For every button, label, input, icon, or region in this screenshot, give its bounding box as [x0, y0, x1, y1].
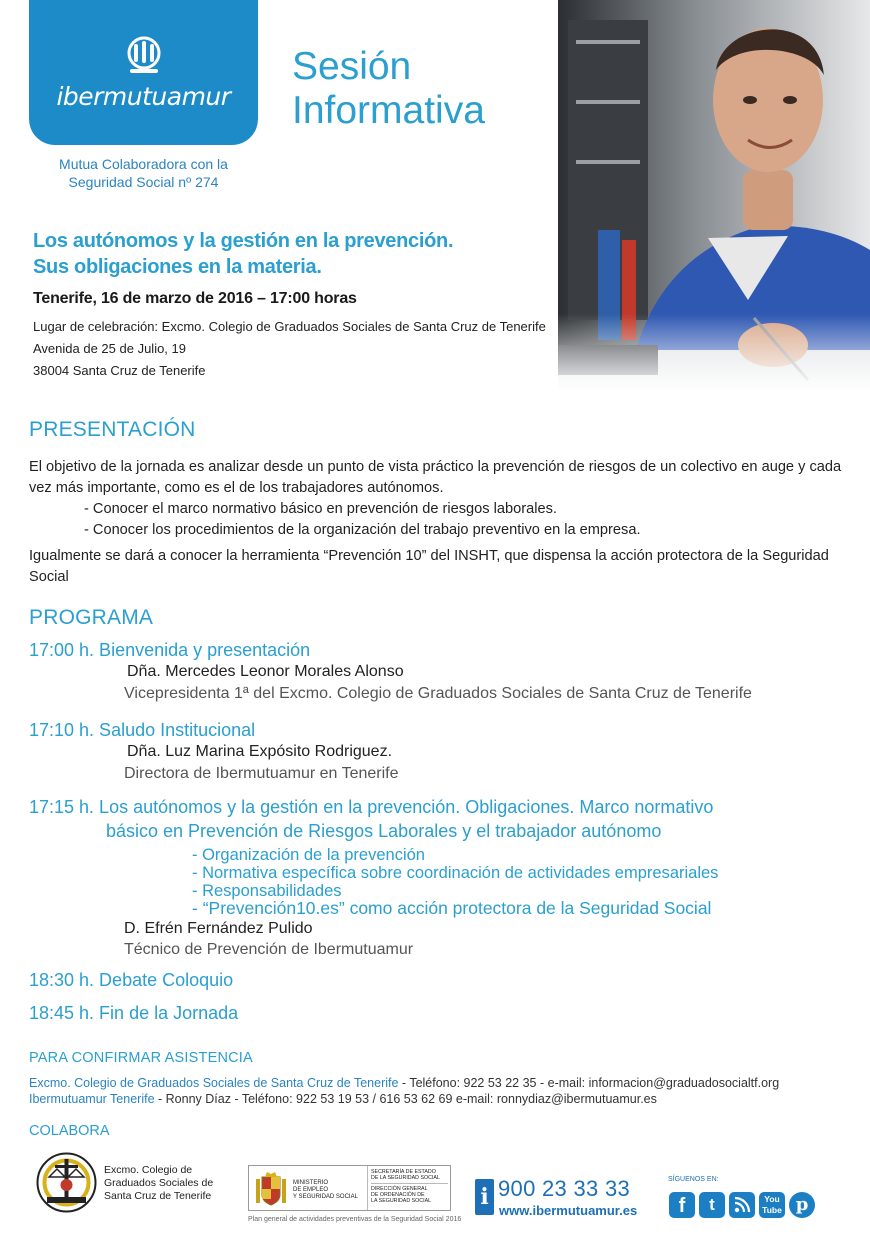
presentacion-closing: Igualmente se dará a conocer la herramienta “Prevención 10” del INSHT, que dispensa la acción protectora de la Seguridad Social [29, 548, 829, 585]
session-speaker-role: Técnico de Prevención de Ibermutuamur [124, 941, 414, 958]
session-topic: - Organización de la prevención [192, 846, 425, 864]
session-title-continued: básico en Prevención de Riesgos Laborales y el trabajador autónomo [106, 821, 662, 841]
session-topic: - Responsabilidades [192, 882, 342, 900]
info-icon: i [475, 1179, 494, 1215]
session-speaker: D. Efrén Fernández Pulido [124, 920, 313, 937]
presentacion-intro: El objetivo de la jornada es analizar desde un punto de vista práctico la prevención de riesgos de un colectivo en auge y cada vez más importante, como es el de los trabajadores autónomos. [29, 459, 842, 496]
session-title: 17:10 h. Saludo Institucional [29, 720, 256, 740]
presentacion-bullet: - Conocer los procedimientos de la organización del trabajo preventivo en la empresa. [84, 522, 641, 538]
presentacion-bullet: - Conocer el marco normativo básico en prevención de riesgos laborales. [84, 501, 557, 517]
secretaria-name: SECRETARÍA DE ESTADO DE LA SEGURIDAD SOCIAL DIRECCIÓN GENERAL DE ORDENACIÓN DE LA SEGURIDAD SOCIAL [367, 1166, 451, 1210]
page-title: Sesión Informativa [292, 45, 485, 132]
hero-photo [558, 0, 870, 392]
youtube-icon[interactable]: You Tube [759, 1192, 785, 1218]
event-subject: Los autónomos y la gestión en la prevención. Sus obligaciones en la materia. [33, 230, 454, 278]
session-speaker: Dña. Mercedes Leonor Morales Alonso [127, 663, 404, 680]
session-title: 17:00 h. Bienvenida y presentación [29, 640, 311, 660]
contact-org: Excmo. Colegio de Graduados Sociales de Santa Cruz de Tenerife [29, 1076, 399, 1090]
session-title: 17:15 h. Los autónomos y la gestión en la prevención. Obligaciones. Marco normativo [29, 797, 714, 817]
follow-label: SÍGUENOS EN: [668, 1176, 719, 1183]
spain-coat-of-arms-icon [254, 1171, 288, 1207]
brand-name: ibermutuamur [56, 82, 231, 111]
presentacion-heading: PRESENTACIÓN [29, 418, 196, 441]
twitter-icon[interactable]: t [699, 1192, 725, 1218]
session-speaker-role: Vicepresidenta 1ª del Excmo. Colegio de Graduados Sociales de Santa Cruz de Tenerife [124, 685, 752, 702]
phone-number[interactable]: 900 23 33 33 [498, 1176, 631, 1201]
mutua-caption: Mutua Colaboradora con la Seguridad Social nº 274 [59, 156, 228, 190]
session-title: 18:45 h. Fin de la Jornada [29, 1003, 239, 1023]
contact-line [29, 1076, 779, 1090]
event-date: Tenerife, 16 de marzo de 2016 – 17:00 horas [33, 290, 357, 307]
contact-org: Ibermutuamur Tenerife [29, 1092, 155, 1106]
rss-icon[interactable] [729, 1192, 755, 1218]
ministerio-name: MINISTERIO DE EMPLEO Y SEGURIDAD SOCIAL [293, 1180, 358, 1200]
programa-heading: PROGRAMA [29, 606, 154, 629]
session-speaker-role: Directora de Ibermutuamur en Tenerife [124, 765, 399, 782]
contact-line [29, 1092, 657, 1106]
colegio-name: Excmo. Colegio de Graduados Sociales de Santa Cruz de Tenerife [104, 1164, 214, 1202]
session-topic: - Normativa específica sobre coordinación de actividades empresariales [192, 864, 719, 882]
event-venue: Lugar de celebración: Excmo. Colegio de Graduados Sociales de Santa Cruz de Tenerife Avenida de 25 de Julio, 19 38004 Santa Cruz de Tenerife [33, 319, 546, 378]
ministerio-logo [248, 1165, 451, 1211]
contact-details: - Ronny Díaz - Teléfono: 922 53 19 53 / 616 53 62 69 e-mail: ronnydiaz@ibermutuamur.es [154, 1092, 657, 1106]
facebook-icon[interactable]: f [669, 1192, 695, 1218]
pinterest-icon[interactable]: p [789, 1192, 815, 1218]
session-speaker: Dña. Luz Marina Expósito Rodriguez. [127, 743, 393, 760]
confirm-heading: PARA CONFIRMAR ASISTENCIA [29, 1050, 253, 1066]
plan-caption: Plan general de actividades preventivas de la Seguridad Social 2016 [248, 1216, 462, 1223]
colegio-seal-icon [35, 1151, 98, 1214]
website-link[interactable]: www.ibermutuamur.es [499, 1203, 638, 1218]
contact-details: - Teléfono: 922 53 22 35 - e-mail: informacion@graduadosocialtf.org [398, 1076, 780, 1090]
colabora-heading: COLABORA [29, 1123, 110, 1139]
session-topic: - “Prevención10.es” como acción protectora de la Seguridad Social [192, 898, 712, 918]
ibermutuamur-logo [29, 0, 258, 145]
ibermutuamur-logo-icon [121, 36, 167, 76]
session-title: 18:30 h. Debate Coloquio [29, 970, 234, 990]
